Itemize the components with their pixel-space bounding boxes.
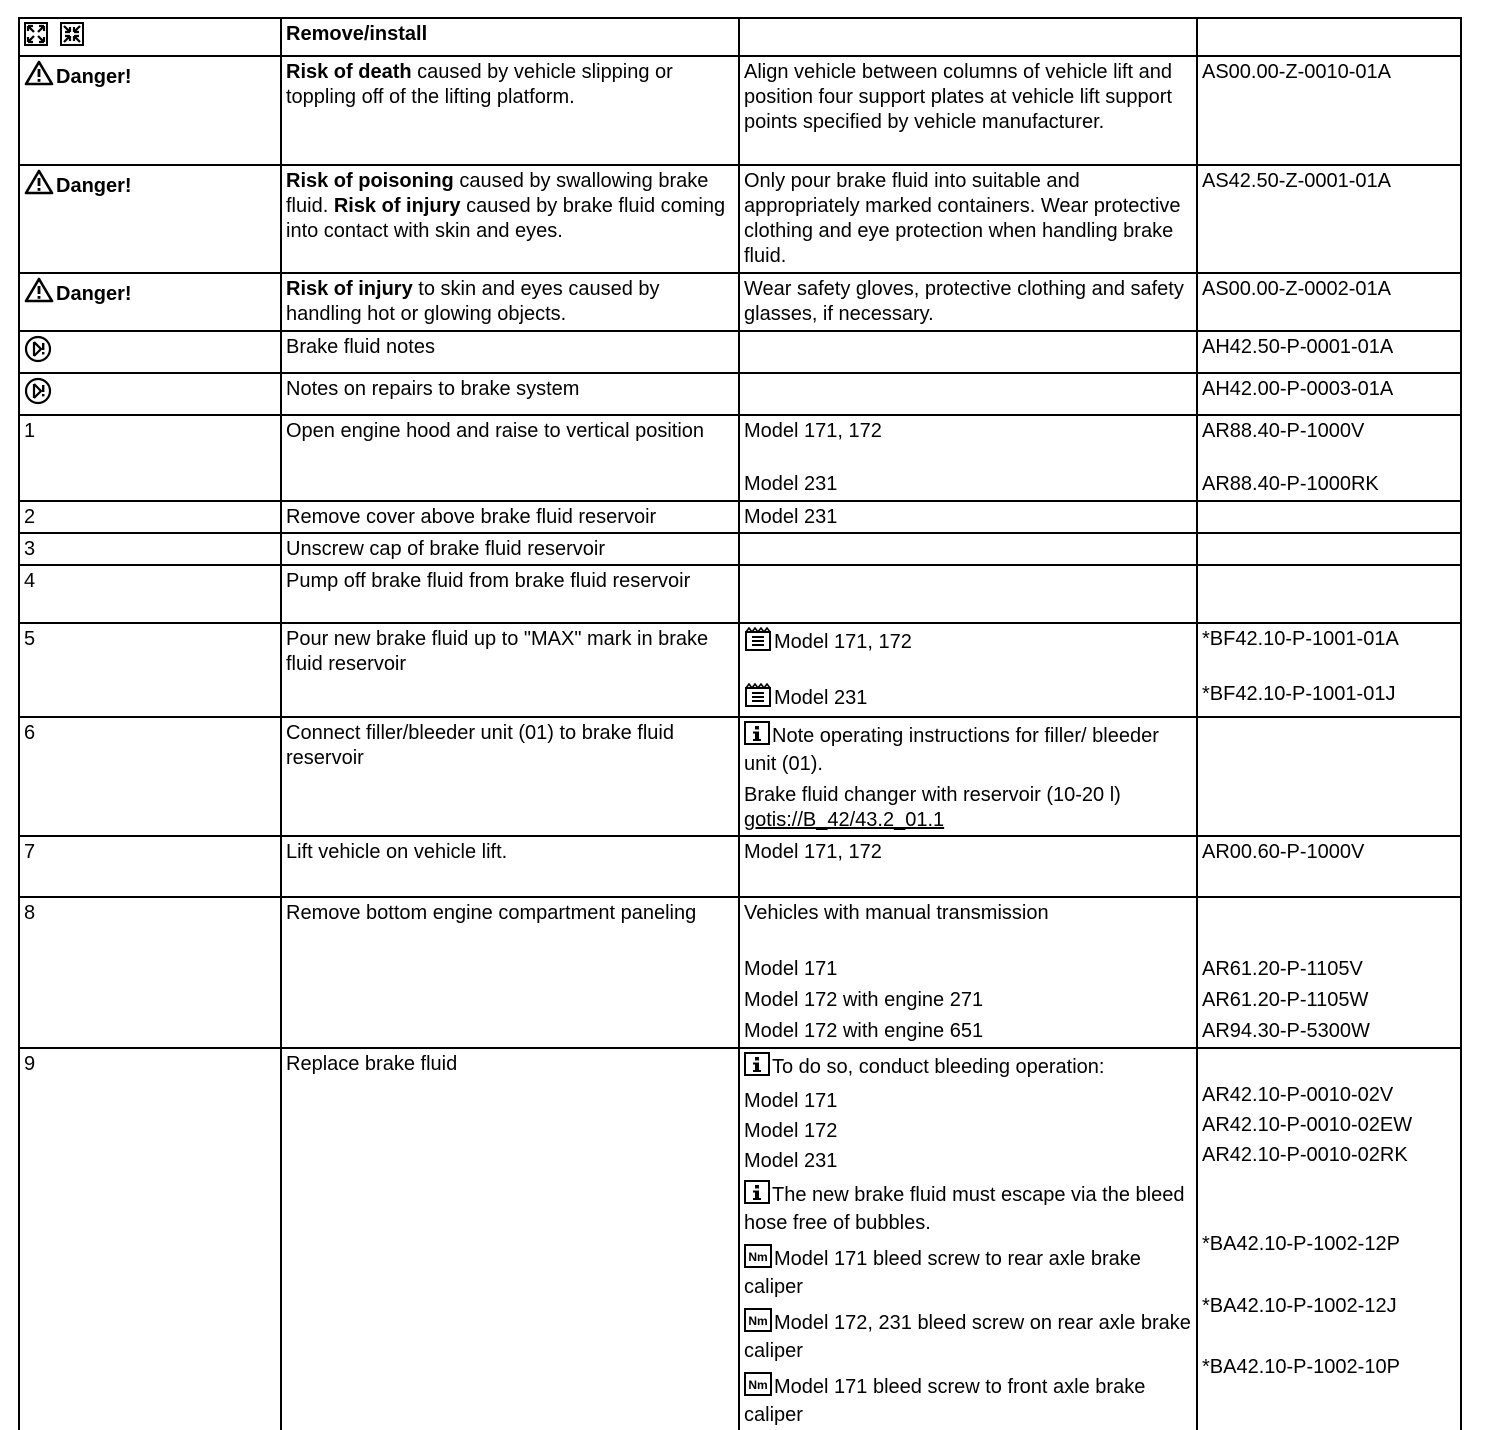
repair-procedure-table bbox=[18, 17, 1462, 1430]
info-icon bbox=[744, 1180, 770, 1211]
doc-ref: AH42.00-P-0003-01A bbox=[1202, 378, 1394, 400]
model-line: Model 171 bbox=[744, 958, 838, 980]
danger-row bbox=[19, 165, 1461, 273]
action-text: Wear safety gloves, protective clothing and safety glasses, if necessary. bbox=[744, 278, 1184, 325]
step-text: Replace brake fluid bbox=[281, 1048, 739, 1430]
ref-cell bbox=[1197, 415, 1461, 501]
note-hint-icon bbox=[24, 335, 52, 370]
risk-text: caused by vehicle slipping or toppling off of the lifting platform. bbox=[286, 61, 673, 108]
warning-triangle-icon bbox=[24, 169, 54, 202]
info-icon bbox=[744, 1052, 770, 1083]
note-text: To do so, conduct bleeding operation: bbox=[772, 1056, 1105, 1078]
torque-icon bbox=[744, 1308, 772, 1339]
torque-spec: Model 171 bleed screw to rear axle brake caliper bbox=[744, 1248, 1141, 1298]
doc-ref: AH42.50-P-0001-01A bbox=[1202, 336, 1394, 358]
note-icon-cell bbox=[19, 373, 281, 415]
step-row bbox=[19, 533, 1461, 565]
step-number: 7 bbox=[19, 836, 281, 897]
model-line: Model 171, 172 bbox=[744, 841, 882, 863]
torque-icon bbox=[744, 1372, 772, 1403]
model-line: Model 171 bbox=[744, 1090, 838, 1112]
doc-ref: AR42.10-P-0010-02EW bbox=[1202, 1114, 1413, 1136]
ref-cell bbox=[1197, 717, 1461, 836]
model-line: Model 171, 172 bbox=[774, 631, 912, 653]
step-text: Connect filler/bleeder unit (01) to brake fluid reservoir bbox=[281, 717, 739, 836]
step-detail-cell bbox=[739, 1048, 1197, 1430]
doc-ref: AR94.30-P-5300W bbox=[1202, 1020, 1370, 1042]
action-cell bbox=[739, 56, 1197, 165]
header-empty-cell bbox=[739, 18, 1197, 56]
note-text-cell bbox=[281, 331, 739, 373]
ref-cell bbox=[1197, 373, 1461, 415]
model-line: Model 172 bbox=[744, 1120, 838, 1142]
step-row bbox=[19, 897, 1461, 1048]
risk-text: to skin and eyes caused by handling hot or glowing objects. bbox=[286, 278, 660, 325]
tool-name: Brake fluid changer with reservoir (10-20 l) bbox=[744, 784, 1121, 806]
step-detail-cell bbox=[739, 565, 1197, 623]
torque-icon-label: Nm bbox=[748, 1378, 768, 1392]
doc-ref: *BF42.10-P-1001-01A bbox=[1202, 628, 1399, 650]
action-text: Align vehicle between columns of vehicle lift and position four support plates at vehicle lift support points specified by vehicle manufacturer. bbox=[744, 61, 1173, 133]
risk-text-2: caused by brake fluid coming into contact with skin and eyes. bbox=[286, 195, 726, 242]
model-line: Model 231 bbox=[744, 473, 838, 495]
danger-row bbox=[19, 273, 1461, 331]
step-number: 9 bbox=[19, 1048, 281, 1430]
step-detail-cell bbox=[739, 533, 1197, 565]
ref-cell bbox=[1197, 897, 1461, 1048]
section-title: Remove/install bbox=[286, 23, 428, 45]
step-row bbox=[19, 623, 1461, 717]
model-line: Model 231 bbox=[744, 506, 838, 528]
empty-cell bbox=[739, 331, 1197, 373]
step-number: 6 bbox=[19, 717, 281, 836]
step-text: Remove cover above brake fluid reservoir bbox=[281, 501, 739, 533]
doc-ref: AR42.10-P-0010-02RK bbox=[1202, 1144, 1408, 1166]
step-text: Pour new brake fluid up to "MAX" mark in brake fluid reservoir bbox=[281, 623, 739, 717]
risk-bold-2: Risk of injury bbox=[333, 195, 461, 217]
model-line: Model 231 bbox=[744, 1150, 838, 1172]
step-row bbox=[19, 1048, 1461, 1430]
step-detail-cell bbox=[739, 415, 1197, 501]
step-number: 1 bbox=[19, 415, 281, 501]
step-detail-cell bbox=[739, 501, 1197, 533]
header-title-cell bbox=[281, 18, 739, 56]
risk-cell bbox=[281, 165, 739, 273]
torque-icon-label: Nm bbox=[748, 1314, 768, 1328]
step-number: 3 bbox=[19, 533, 281, 565]
step-row bbox=[19, 836, 1461, 897]
tool-link[interactable]: gotis://B_42/43.2_01.1 bbox=[744, 809, 945, 831]
note-text: Notes on repairs to brake system bbox=[286, 378, 580, 400]
danger-label-cell bbox=[19, 273, 281, 331]
step-detail-cell bbox=[739, 897, 1197, 1048]
disassemble-icon bbox=[24, 22, 48, 53]
step-text: Lift vehicle on vehicle lift. bbox=[281, 836, 739, 897]
doc-ref: AR42.10-P-0010-02V bbox=[1202, 1084, 1394, 1106]
ref-cell bbox=[1197, 273, 1461, 331]
doc-ref: *BA42.10-P-1002-10P bbox=[1202, 1356, 1400, 1378]
doc-ref: AR00.60-P-1000V bbox=[1202, 841, 1365, 863]
note-text-cell bbox=[281, 373, 739, 415]
torque-icon bbox=[744, 1244, 772, 1275]
risk-bold: Risk of poisoning bbox=[286, 170, 454, 192]
step-detail-cell bbox=[739, 717, 1197, 836]
ref-cell bbox=[1197, 623, 1461, 717]
header-row bbox=[19, 18, 1461, 56]
fluid-spec-icon bbox=[744, 683, 772, 714]
ref-cell bbox=[1197, 1048, 1461, 1430]
header-icons-cell bbox=[19, 18, 281, 56]
torque-spec: Model 172, 231 bleed screw on rear axle brake caliper bbox=[744, 1312, 1191, 1362]
doc-ref: *BF42.10-P-1001-01J bbox=[1202, 683, 1396, 705]
step-row bbox=[19, 415, 1461, 501]
step-detail-cell bbox=[739, 623, 1197, 717]
note-text: The new brake fluid must escape via the bleed hose free of bubbles. bbox=[744, 1184, 1185, 1234]
risk-bold: Risk of injury bbox=[286, 278, 413, 300]
step-row bbox=[19, 501, 1461, 533]
action-text: Only pour brake fluid into suitable and appropriately marked containers. Wear protective clothing and eye protection when handling brake fluid. bbox=[744, 170, 1181, 267]
doc-ref: AR88.40-P-1000RK bbox=[1202, 473, 1379, 495]
header-empty-cell bbox=[1197, 18, 1461, 56]
doc-ref: AR61.20-P-1105W bbox=[1202, 989, 1369, 1011]
step-number: 8 bbox=[19, 897, 281, 1048]
note-row bbox=[19, 373, 1461, 415]
doc-ref: AR88.40-P-1000V bbox=[1202, 420, 1365, 442]
risk-text: caused by swallowing brake fluid. bbox=[286, 170, 709, 217]
torque-spec: Model 171 bleed screw to front axle brake caliper bbox=[744, 1376, 1146, 1426]
note-text: Brake fluid notes bbox=[286, 336, 435, 358]
danger-row bbox=[19, 56, 1461, 165]
doc-ref: AS00.00-Z-0002-01A bbox=[1202, 278, 1392, 300]
doc-ref: *BA42.10-P-1002-12J bbox=[1202, 1295, 1397, 1317]
ref-cell bbox=[1197, 56, 1461, 165]
fluid-spec-icon bbox=[744, 627, 772, 658]
action-cell bbox=[739, 273, 1197, 331]
risk-cell bbox=[281, 56, 739, 165]
torque-icon-label: Nm bbox=[748, 1250, 768, 1264]
step-number: 2 bbox=[19, 501, 281, 533]
step-number: 4 bbox=[19, 565, 281, 623]
model-line: Model 231 bbox=[774, 687, 868, 709]
danger-label-cell bbox=[19, 56, 281, 165]
step-text: Pump off brake fluid from brake fluid reservoir bbox=[281, 565, 739, 623]
danger-label: Danger! bbox=[56, 283, 132, 305]
step-text: Open engine hood and raise to vertical position bbox=[281, 415, 739, 501]
step-row bbox=[19, 717, 1461, 836]
ref-cell bbox=[1197, 836, 1461, 897]
step-number: 5 bbox=[19, 623, 281, 717]
note-row bbox=[19, 331, 1461, 373]
ref-cell bbox=[1197, 501, 1461, 533]
doc-ref: AS42.50-Z-0001-01A bbox=[1202, 170, 1392, 192]
warning-triangle-icon bbox=[24, 277, 54, 310]
ref-cell bbox=[1197, 165, 1461, 273]
danger-label: Danger! bbox=[56, 175, 132, 197]
note-hint-icon bbox=[24, 377, 52, 412]
step-text: Unscrew cap of brake fluid reservoir bbox=[281, 533, 739, 565]
note-icon-cell bbox=[19, 331, 281, 373]
note-text: Note operating instructions for filler/ bleeder unit (01). bbox=[744, 725, 1159, 775]
ref-cell bbox=[1197, 533, 1461, 565]
step-text: Remove bottom engine compartment paneling bbox=[281, 897, 739, 1048]
info-icon bbox=[744, 721, 770, 752]
step-detail-cell bbox=[739, 836, 1197, 897]
doc-ref: AR61.20-P-1105V bbox=[1202, 958, 1363, 980]
step-row bbox=[19, 565, 1461, 623]
assemble-icon bbox=[60, 22, 84, 53]
risk-cell bbox=[281, 273, 739, 331]
danger-label-cell bbox=[19, 165, 281, 273]
risk-bold: Risk of death bbox=[286, 61, 412, 83]
warning-triangle-icon bbox=[24, 60, 54, 93]
condition-line: Vehicles with manual transmission bbox=[744, 902, 1049, 924]
empty-cell bbox=[739, 373, 1197, 415]
model-line: Model 172 with engine 271 bbox=[744, 989, 984, 1011]
action-cell bbox=[739, 165, 1197, 273]
danger-label: Danger! bbox=[56, 66, 132, 88]
model-line: Model 171, 172 bbox=[744, 420, 882, 442]
doc-ref: AS00.00-Z-0010-01A bbox=[1202, 61, 1392, 83]
ref-cell bbox=[1197, 331, 1461, 373]
ref-cell bbox=[1197, 565, 1461, 623]
model-line: Model 172 with engine 651 bbox=[744, 1020, 984, 1042]
doc-ref: *BA42.10-P-1002-12P bbox=[1202, 1233, 1400, 1255]
